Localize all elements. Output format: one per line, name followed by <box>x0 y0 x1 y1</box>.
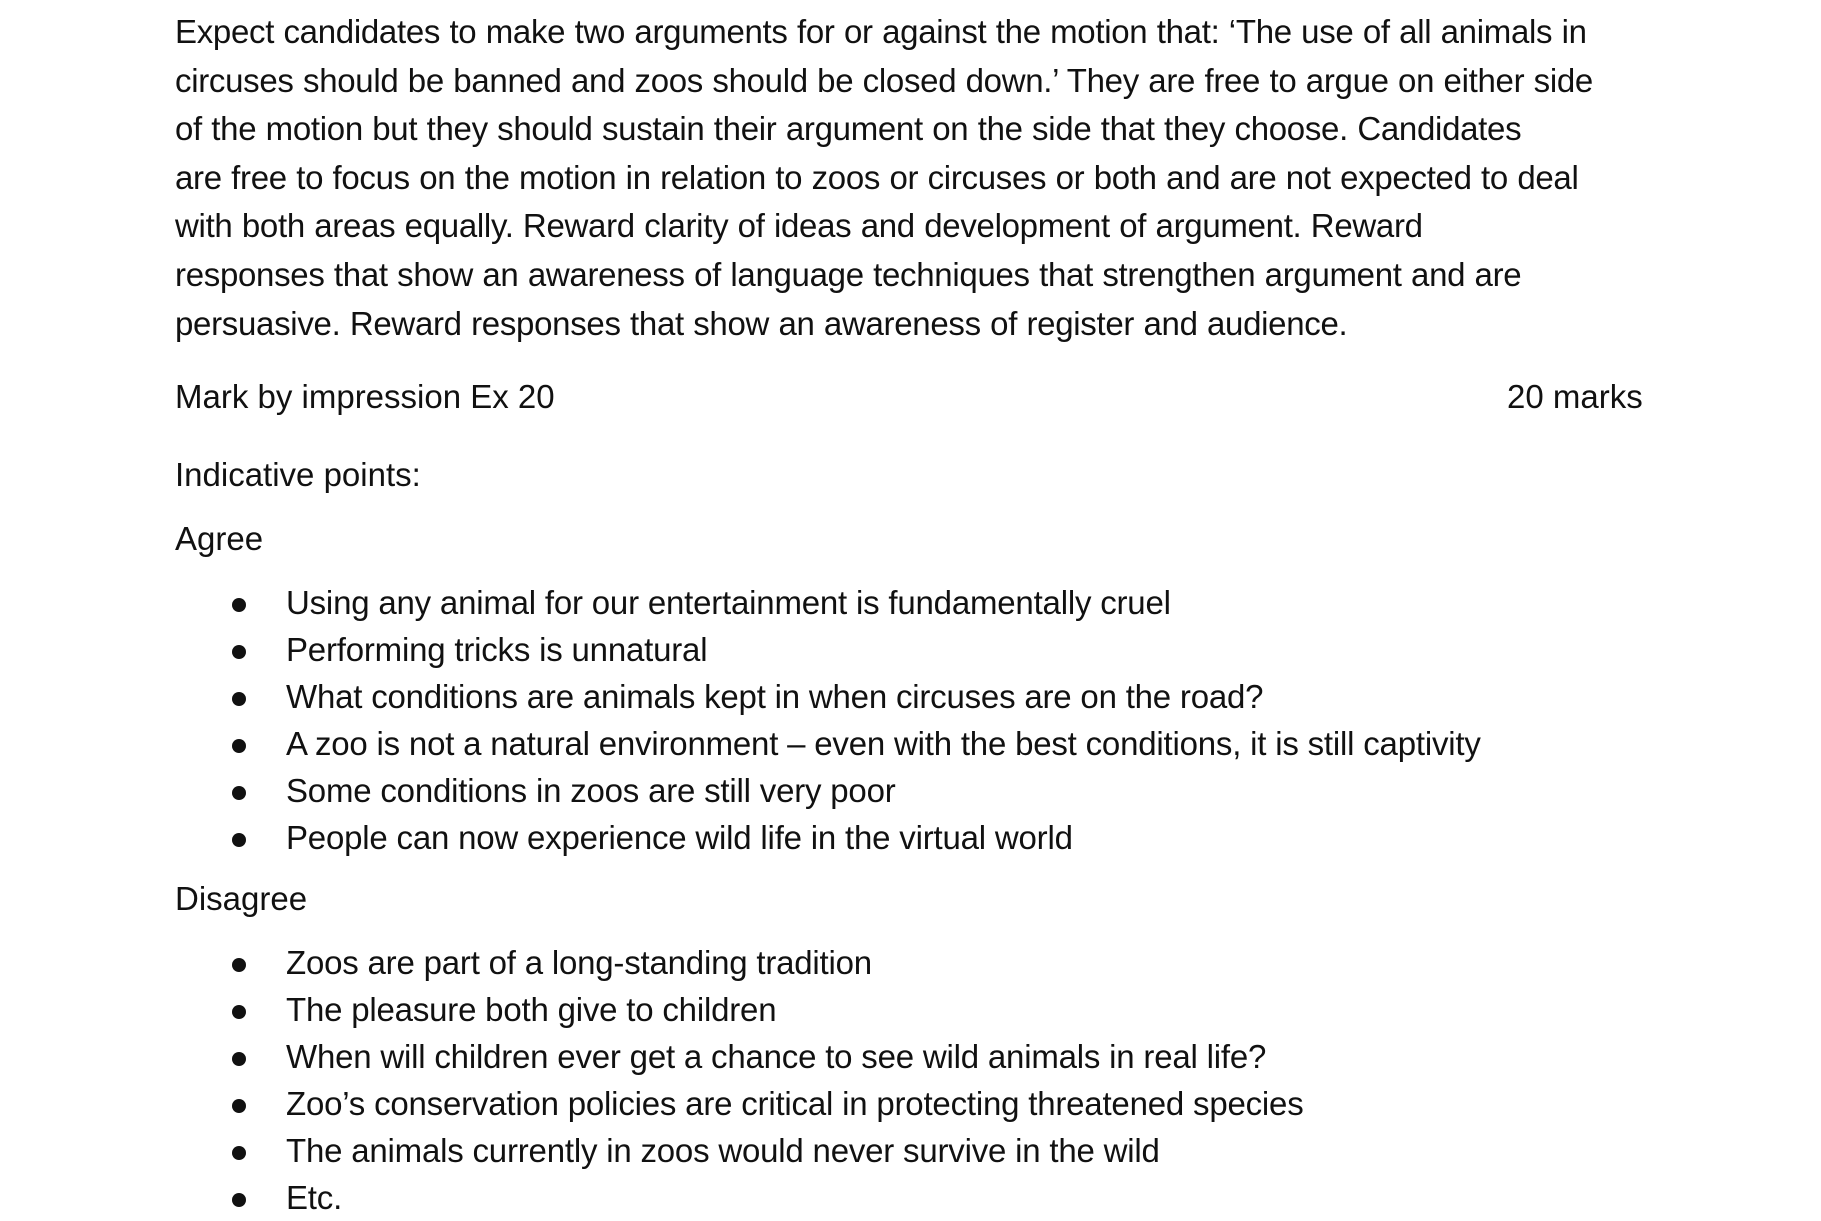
list-item <box>175 579 1665 626</box>
list-item-text: The pleasure both give to children <box>286 991 777 1029</box>
bullet-icon <box>232 1005 246 1019</box>
list-item <box>175 1127 1665 1174</box>
bullet-icon <box>232 598 246 612</box>
bullet-icon <box>232 692 246 706</box>
list-item <box>175 939 1665 986</box>
agree-heading: Agree <box>175 520 264 558</box>
bullet-icon <box>232 1052 246 1066</box>
list-item-text: Zoo’s conservation policies are critical in protecting threatened species <box>286 1085 1304 1123</box>
list-item-text: People can now experience wild life in the virtual world <box>286 819 1073 857</box>
list-item-text: When will children ever get a chance to see wild animals in real life? <box>286 1038 1267 1076</box>
list-item-text: What conditions are animals kept in when circuses are on the road? <box>286 678 1264 716</box>
list-item <box>175 767 1665 814</box>
bullet-icon <box>232 1099 246 1113</box>
intro-line: persuasive. Reward responses that show an awareness of register and audience. <box>175 304 1348 342</box>
list-item-text: Etc. <box>286 1179 343 1217</box>
list-item <box>175 1080 1665 1127</box>
list-item-text: Zoos are part of a long-standing tradition <box>286 944 872 982</box>
list-item <box>175 626 1665 673</box>
intro-line: Expect candidates to make two arguments for or against the motion that: ‘The use of all animals in <box>175 13 1587 50</box>
list-item-text: Performing tricks is unnatural <box>286 631 708 669</box>
bullet-icon <box>232 833 246 847</box>
disagree-list <box>175 939 1665 1221</box>
bullet-icon <box>232 739 246 753</box>
bullet-icon <box>232 645 246 659</box>
agree-list <box>175 579 1665 861</box>
list-item <box>175 720 1665 767</box>
list-item <box>175 986 1665 1033</box>
bullet-icon <box>232 1146 246 1160</box>
marking-row <box>175 373 1665 421</box>
list-item-text: Some conditions in zoos are still very poor <box>286 772 896 810</box>
list-item-text: The animals currently in zoos would never survive in the wild <box>286 1132 1160 1170</box>
list-item-text: A zoo is not a natural environment – even with the best conditions, it is still captivity <box>286 725 1481 763</box>
list-item <box>175 814 1665 861</box>
indicative-points-heading: Indicative points: <box>175 456 421 494</box>
list-item <box>175 1174 1665 1221</box>
marks-total: 20 marks <box>1507 378 1643 416</box>
bullet-icon <box>232 1193 246 1207</box>
intro-line: are free to focus on the motion in relation to zoos or circuses or both and are not expected to deal <box>175 158 1579 196</box>
intro-line: circuses should be banned and zoos should be closed down.’ They are free to argue on either side <box>175 61 1593 99</box>
disagree-heading: Disagree <box>175 880 308 918</box>
document-page <box>175 8 1665 1221</box>
list-item <box>175 1033 1665 1080</box>
bullet-icon <box>232 958 246 972</box>
intro-line: responses that show an awareness of language techniques that strengthen argument and are <box>175 255 1522 293</box>
marking-instruction: Mark by impression Ex 20 <box>175 378 555 416</box>
list-item <box>175 673 1665 720</box>
list-item-text: Using any animal for our entertainment is fundamentally cruel <box>286 584 1171 622</box>
bullet-icon <box>232 786 246 800</box>
intro-line: of the motion but they should sustain their argument on the side that they choose. Candidates <box>175 110 1522 148</box>
intro-line: with both areas equally. Reward clarity of ideas and development of argument. Reward <box>175 207 1423 245</box>
intro-paragraph <box>175 8 1665 348</box>
